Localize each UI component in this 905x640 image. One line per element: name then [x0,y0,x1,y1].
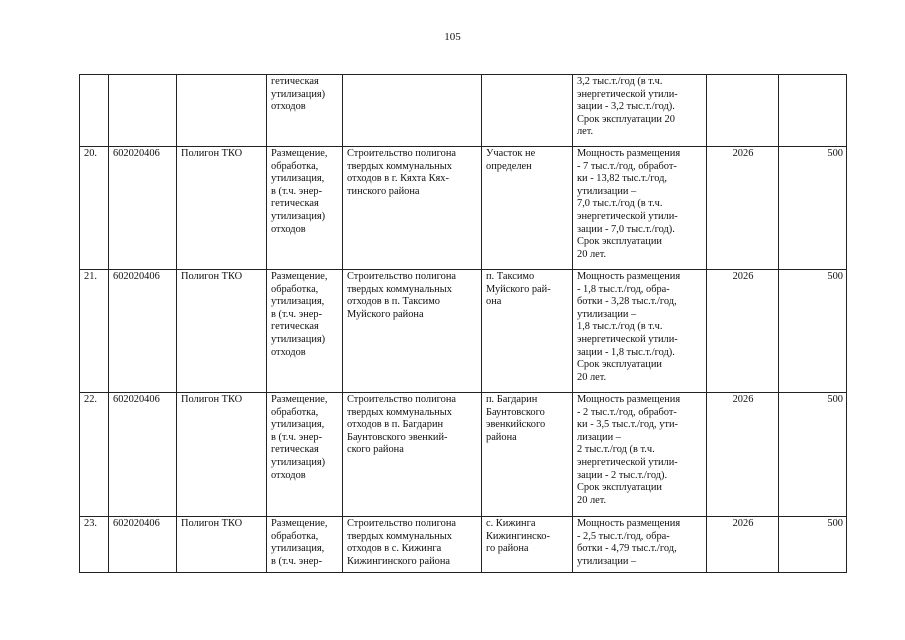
measure-line: Строительство полигона [347,518,457,529]
cell-year: 2026 [707,393,779,517]
cell-measure [343,75,482,147]
capacity-line: энергетической утили- [577,210,678,222]
location-line: эвенкийского [486,419,546,431]
cell-value: 500 [779,393,847,517]
location-line: определен [486,160,532,172]
type-line: обработка, [271,160,319,172]
type-line: утилизация, [271,419,325,431]
capacity-line: 3,2 тыс.т./год (в т.ч. [577,76,663,87]
measure-line: Кижингинского района [347,555,451,567]
cell-measure [343,147,482,270]
measure-line: отходов в г. Кяхта Кях- [347,173,449,185]
cell-type [267,75,343,147]
capacity-line: 20 лет. [577,494,607,506]
facilities-table [79,74,847,573]
capacity-line: зации - 1,8 тыс.т./год). [577,346,675,358]
measure-line: твердых коммунальных [347,406,452,418]
capacity-line: Срок эксплуатации 20 [577,113,675,125]
type-line: утилизация) [271,88,326,100]
type-line: Размещение, [271,148,328,159]
capacity-line: - 2 тыс.т./год, обработ- [577,406,677,418]
capacity-line: лизации – [577,431,621,443]
measure-line: отходов в п. Багдарин [347,419,444,431]
cell-capacity [573,393,707,517]
table-row [80,517,847,573]
cell-value: 500 [779,270,847,393]
type-line: отходов [271,346,306,358]
cell-type [267,147,343,270]
cell-location [482,270,573,393]
type-line: Размещение, [271,394,328,405]
type-line: в (т.ч. энер- [271,431,323,443]
type-line: утилизация, [271,296,325,308]
location-line: района [486,431,517,443]
measure-line: твердых коммунальных [347,160,452,172]
capacity-line: ботки - 4,79 тыс.т./год, [577,543,677,555]
cell-measure [343,517,482,573]
measure-line: ского района [347,444,404,456]
measure-line: Строительство полигона [347,394,457,405]
cell-code: 602020406 [109,393,177,517]
capacity-line: утилизации – [577,555,637,567]
type-line: гетическая [271,198,319,210]
cell-num [80,75,109,147]
table-row [80,270,847,393]
type-line: гетическая [271,444,319,456]
location-line: с. Кижинга [486,518,536,529]
capacity-line: - 7 тыс.т./год, обработ- [577,160,677,172]
cell-object [177,75,267,147]
type-line: отходов [271,101,306,113]
type-line: в (т.ч. энер- [271,555,323,567]
table-row-continuation [80,75,847,147]
capacity-line: лет. [577,126,594,138]
cell-object: Полигон ТКО [177,517,267,573]
capacity-line: энергетической утили- [577,456,678,468]
measure-line: Строительство полигона [347,148,457,159]
location-line: п. Багдарин [486,394,538,405]
capacity-line: утилизации – [577,185,637,197]
cell-type [267,270,343,393]
cell-object: Полигон ТКО [177,270,267,393]
cell-capacity [573,75,707,147]
cell-value: 500 [779,147,847,270]
cell-year: 2026 [707,147,779,270]
location-line: Баунтовского [486,406,545,418]
type-line: утилизация, [271,173,325,185]
cell-location [482,393,573,517]
capacity-line: энергетической утили- [577,88,678,100]
type-line: отходов [271,223,306,235]
measure-line: отходов в п. Таксимо [347,296,440,308]
type-line: в (т.ч. энер- [271,308,323,320]
capacity-line: Мощность размещения [577,394,681,405]
capacity-line: зации - 3,2 тыс.т./год). [577,101,675,113]
cell-object: Полигон ТКО [177,147,267,270]
type-line: гетическая [271,321,319,333]
cell-measure [343,270,482,393]
cell-value: 500 [779,517,847,573]
cell-year: 2026 [707,517,779,573]
type-line: утилизация) [271,456,326,468]
cell-measure [343,393,482,517]
measure-line: твердых коммунальных [347,530,452,542]
capacity-line: утилизации – [577,308,637,320]
table-row [80,393,847,517]
type-line: обработка, [271,406,319,418]
type-line: обработка, [271,283,319,295]
type-line: обработка, [271,530,319,542]
measure-line: Строительство полигона [347,271,457,282]
cell-code: 602020406 [109,517,177,573]
cell-code: 602020406 [109,147,177,270]
capacity-line: 1,8 тыс.т./год (в т.ч. [577,321,663,333]
cell-capacity [573,517,707,573]
type-line: гетическая [271,76,319,87]
type-line: Размещение, [271,518,328,529]
cell-location [482,147,573,270]
cell-year [707,75,779,147]
cell-num: 22. [80,393,109,517]
location-line: Муйского рай- [486,283,551,295]
capacity-line: 2 тыс.т./год (в т.ч. [577,444,655,456]
location-line: она [486,296,502,308]
measure-line: тинского района [347,185,420,197]
location-line: п. Таксимо [486,271,535,282]
capacity-line: 7,0 тыс.т./год (в т.ч. [577,198,663,210]
measure-line: твердых коммунальных [347,283,452,295]
cell-object: Полигон ТКО [177,393,267,517]
capacity-line: Срок эксплуатации [577,236,662,248]
type-line: в (т.ч. энер- [271,185,323,197]
capacity-line: ки - 3,5 тыс.т./год, ути- [577,419,678,431]
cell-value [779,75,847,147]
cell-code [109,75,177,147]
table-row [80,147,847,270]
cell-code: 602020406 [109,270,177,393]
cell-location [482,517,573,573]
capacity-line: Мощность размещения [577,518,681,529]
measure-line: Муйского района [347,308,424,320]
capacity-line: энергетической утили- [577,333,678,345]
cell-location [482,75,573,147]
measure-line: Баунтовского эвенкий- [347,431,448,443]
cell-year: 2026 [707,270,779,393]
page-number: 105 [444,31,461,43]
capacity-line: 20 лет. [577,248,607,260]
location-line: Участок не [486,148,536,159]
capacity-line: ботки - 3,28 тыс.т./год, [577,296,677,308]
capacity-line: ки - 13,82 тыс.т./год, [577,173,667,185]
cell-num: 21. [80,270,109,393]
location-line: Кижингинско- [486,530,550,542]
measure-line: отходов в с. Кижинга [347,543,442,555]
capacity-line: зации - 2 тыс.т./год). [577,469,668,481]
cell-type [267,393,343,517]
capacity-line: Мощность размещения [577,271,681,282]
capacity-line: Срок эксплуатации [577,482,662,494]
location-line: го района [486,543,529,555]
type-line: Размещение, [271,271,328,282]
cell-capacity [573,270,707,393]
capacity-line: - 1,8 тыс.т./год, обра- [577,283,670,295]
capacity-line: - 2,5 тыс.т./год, обра- [577,530,670,542]
capacity-line: 20 лет. [577,371,607,383]
type-line: утилизация) [271,210,326,222]
capacity-line: зации - 7,0 тыс.т./год). [577,223,675,235]
cell-type [267,517,343,573]
type-line: отходов [271,469,306,481]
table-body [80,75,847,573]
type-line: утилизация, [271,543,325,555]
cell-num: 23. [80,517,109,573]
type-line: утилизация) [271,333,326,345]
capacity-line: Мощность размещения [577,148,681,159]
cell-num: 20. [80,147,109,270]
cell-capacity [573,147,707,270]
capacity-line: Срок эксплуатации [577,359,662,371]
